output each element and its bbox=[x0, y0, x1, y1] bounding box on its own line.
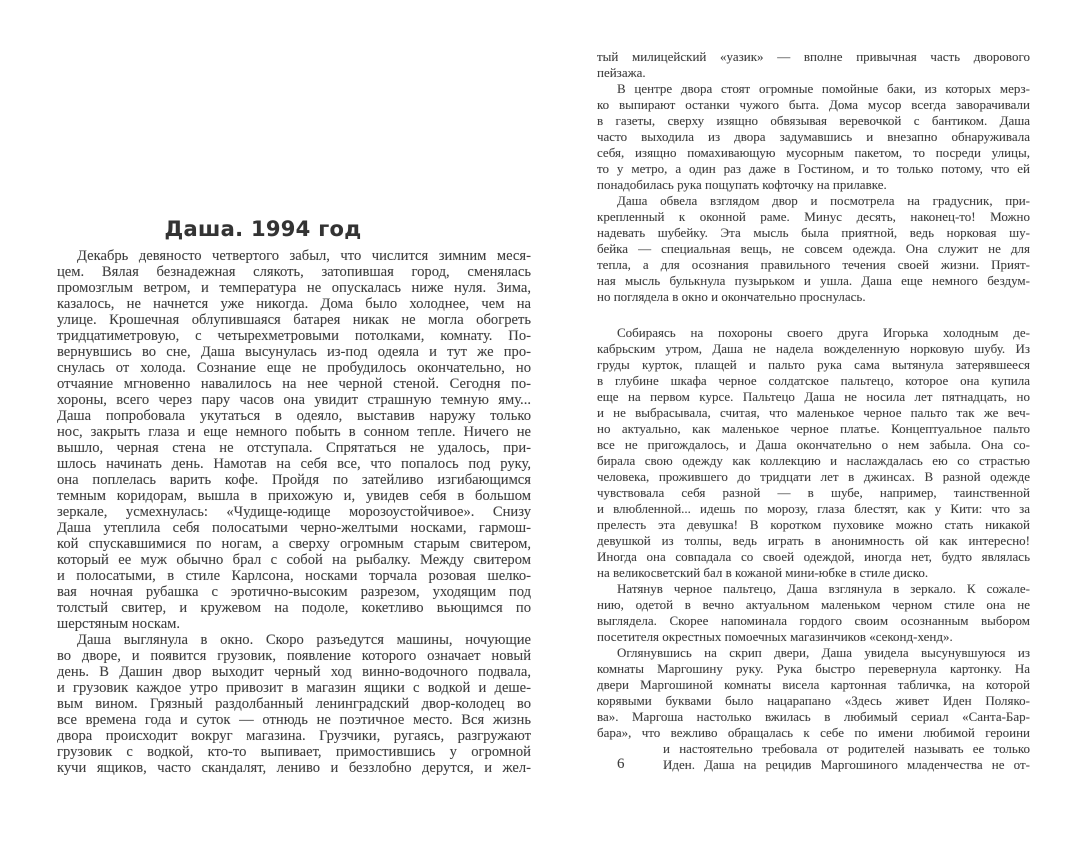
text-line: шерстяным носкам. bbox=[57, 616, 181, 632]
text-line: Оглянувшись на скрип двери, Даша увидела высунувшуюся из bbox=[617, 645, 1030, 660]
text-line: ва». Маргоша настолько вжилась в любимый сериал «Санта-Бар- bbox=[597, 709, 1030, 724]
text-line: Даша утеплила себя полосатыми черно-желтыми носками, гармош- bbox=[57, 520, 531, 536]
text-line: ко выпирают останки чужого быта. Дома мусор всегда заворачивали bbox=[597, 97, 1030, 112]
text-line: двора происходит вокруг магазина. Грузчики, ругаясь, разгружают bbox=[57, 728, 531, 744]
text-line: ная мысль булькнула пузырьком и ушла. Даша еще немного бездум- bbox=[597, 273, 1030, 288]
text-line: вым вином. Грязный раздолбанный ленинградский двор-колодец во bbox=[57, 696, 531, 712]
left-page-text bbox=[57, 216, 531, 776]
page-number: 6 bbox=[617, 756, 625, 772]
text-line: тепла, а для осознания правильного течения своей жизни. Прият- bbox=[597, 257, 1030, 272]
text-line: снулась от холода. Сознание еще не пробудилось окончательно, но bbox=[57, 360, 531, 376]
text-line: темным коридорам, вышла в прихожую и, увидев себя в большом bbox=[57, 488, 531, 504]
text-line: то у метро, а один раз даже в Гостином, и то только потому, что ей bbox=[597, 161, 1030, 176]
text-line: она поплелась варить кофе. Пройдя по затейливо изгибающимся bbox=[57, 472, 531, 488]
text-line: надевать шубейку. Эта мысль была приятной, ведь норковая шу- bbox=[597, 225, 1030, 240]
paragraph bbox=[597, 645, 1030, 773]
text-line: Иногда она совпадала со своей одеждой, иногда нет, будто являлась bbox=[597, 549, 1030, 564]
text-line: Даша попробовала укутаться в одеяло, выставив наружу только bbox=[57, 408, 531, 424]
left-page bbox=[57, 0, 531, 844]
chapter-title: Даша. 1994 год bbox=[164, 217, 362, 241]
text-line: цем. Вялая безнадежная слякоть, затопившая город, сменялась bbox=[57, 264, 531, 280]
paragraph bbox=[597, 581, 1030, 645]
text-line: корявыми буквами было нацарапано «Здесь живет Иден Поляко- bbox=[597, 693, 1030, 708]
right-page bbox=[597, 0, 1030, 844]
text-line: еще на первом курсе. Пальтецо Даша не носила лет пятнадцать, но bbox=[597, 389, 1030, 404]
text-line: вернувшись во сне, Даша высунулась из-под одеяла и тут же про- bbox=[57, 344, 531, 360]
text-line: посетителя окрестных помоечных магазинчиков «секонд-хенд». bbox=[597, 629, 953, 644]
text-line: нию, одетой в вечно актуальном маленьком черном стиле она не bbox=[597, 597, 1030, 612]
text-line: В центре двора стоят огромные помойные баки, из которых мерз- bbox=[617, 81, 1030, 96]
text-line: на великосветский бал в кожаной мини-юбке в стиле диско. bbox=[597, 565, 929, 580]
text-line: бара», что вежливо обращалась к себе по имени любимой героини bbox=[597, 725, 1030, 740]
text-line: отчаяние мгновенно навалилось на нее черной стеной. Сегодня по- bbox=[57, 376, 531, 392]
text-line: вышло, черная стена не отступала. Спрятаться не удалось, при- bbox=[57, 440, 531, 456]
text-line: кой спускавшимися по ногам, а сверху огромным старым свитером, bbox=[57, 536, 531, 552]
text-line: казалось, не начнется уже никогда. Дома было холоднее, чем на bbox=[57, 296, 531, 312]
text-line: кучи ящиков, часто скандалят, лениво и беззлобно дерутся, и жел- bbox=[57, 760, 531, 776]
paragraph bbox=[597, 81, 1030, 193]
text-line: грузовик с водкой, кто-то выпивает, примостившись у огромной bbox=[57, 744, 531, 760]
text-line: Собираясь на похороны своего друга Игорька холодным де- bbox=[617, 325, 1030, 340]
text-line: но поглядела в окно и окончательно проснулась. bbox=[597, 289, 866, 304]
text-line: бейка — специальная вещь, не совсем одежда. Она служит не для bbox=[597, 241, 1030, 256]
paragraph bbox=[597, 325, 1030, 581]
text-line: шлось начинать день. Намотав на себя все, что попалось под руку, bbox=[57, 456, 531, 472]
text-line: в глубине шкафа черное солдатское пальтецо, которое она купила bbox=[597, 373, 1030, 388]
text-line: нос, закрыть глаза и еще немного побыть в сонном тепле. Ничего не bbox=[57, 424, 531, 440]
text-line: и не выбрасывала, считая, что маленькое черное пальто так же веч- bbox=[597, 405, 1030, 420]
section-break bbox=[597, 305, 1030, 325]
paragraph bbox=[597, 193, 1030, 305]
text-line: себя, изящно помахивающую мусорным пакетом, то посреди улицы, bbox=[597, 145, 1030, 160]
text-line: груды курток, плащей и пальто рука сама вытянула затерявшееся bbox=[597, 357, 1030, 372]
text-line: девушкой из толпы, ведь играть в анонимность ой как интересно! bbox=[597, 533, 1030, 548]
text-line: но актуально, как маленькое черное платье. Концептуальное пальто bbox=[597, 421, 1030, 436]
text-line: Декабрь девяносто четвертого забыл, что числится зимним меся- bbox=[77, 248, 531, 264]
text-line: выглядела. Скорее напоминала гордого своим осознанным выбором bbox=[597, 613, 1030, 628]
paragraph bbox=[57, 248, 531, 632]
text-line: двери Маргошиной комнаты висела картонная табличка, на которой bbox=[597, 677, 1030, 692]
text-line: хороны, всего через пару часов она увидит страшную темную яму... bbox=[57, 392, 531, 408]
text-line: Иден. Даша на рецидив Маргошиного младенчества не от- bbox=[663, 757, 1030, 772]
text-line: день. В Дашин двор выходит черный ход винно-водочного подвала, bbox=[57, 664, 531, 680]
text-line: прелесть эта девушка! В коротком пуховике можно стать никакой bbox=[597, 517, 1030, 532]
text-line: пейзажа. bbox=[597, 65, 646, 80]
text-line: часто выходила из двора задумавшись и внезапно обнаруживала bbox=[597, 129, 1030, 144]
text-line: вая ночная рубашка с эротично-высоким разрезом, уходящим под bbox=[57, 584, 531, 600]
text-line: все времена года и суток — отнюдь не поэтичное место. Вся жизнь bbox=[57, 712, 531, 728]
text-line: бирала свою одежду как коллекцию и наслаждалась ею со страстью bbox=[597, 453, 1030, 468]
text-line: понадобилась рука пощупать кофточку на прилавке. bbox=[597, 177, 887, 192]
text-line: Даша обвела взглядом двор и посмотрела на градусник, при- bbox=[617, 193, 1030, 208]
text-line: зеркале, усмехнулась: «Чудище-юдище морозоустойчивое». Снизу bbox=[57, 504, 531, 520]
text-line: Натянув черное пальтецо, Даша взглянула в зеркало. К сожале- bbox=[617, 581, 1030, 596]
text-line: улице. Крошечная облупившаяся батарея никак не могла обогреть bbox=[57, 312, 531, 328]
text-line: в газеты, сверху изящно обвязывая веревочкой с бантиком. Даша bbox=[597, 113, 1030, 128]
text-line: который ее муж обычно брал с собой на рыбалку. Между свитером bbox=[57, 552, 531, 568]
text-line: и настоятельно требовала от родителей называть ее только bbox=[663, 741, 1030, 756]
text-line: кабрьским утром, Даша не надела вожделенную норковую шубу. Из bbox=[597, 341, 1030, 356]
text-line: все не пригождалось, и Даша окончательно о нем забыла. Она со- bbox=[597, 437, 1030, 452]
right-page-text bbox=[597, 0, 1030, 773]
text-line: крепленный к оконной раме. Минус десять, наконец-то! Можно bbox=[597, 209, 1030, 224]
text-line: промозглым ветром, и температура не опускалась ниже нуля. Зима, bbox=[57, 280, 531, 296]
text-line: тридцатиметровую, с четырехметровыми потолками, комнату. По- bbox=[57, 328, 531, 344]
text-line: Даша выглянула в окно. Скоро разъедутся машины, ночующие bbox=[77, 632, 531, 648]
text-line: человека, прожившего до тридцати лет в джинсах. В разной одежде bbox=[597, 469, 1030, 484]
text-line: комнаты Маргошину руку. Рука быстро перевернула картонку. На bbox=[597, 661, 1030, 676]
text-line: тый милицейский «уазик» — вполне привычная часть дворового bbox=[597, 49, 1030, 64]
paragraph bbox=[597, 49, 1030, 81]
text-line: и влюбленной... идешь по морозу, глаза блестят, как у Кити: что за bbox=[597, 501, 1030, 516]
paragraph bbox=[57, 632, 531, 776]
text-line: во дворе, и появится грузовик, появление которого означает новый bbox=[57, 648, 531, 664]
text-line: чувствовала себя разной — в шубе, например, таинственной bbox=[597, 485, 1030, 500]
text-line: и грузовик каждое утро привозит в магазин ящики с водкой и деше- bbox=[57, 680, 531, 696]
text-line: и полосатыми, в стиле Карлсона, носками торчала розовая шелко- bbox=[57, 568, 531, 584]
text-line: толстый свитер, и кружевом на подоле, кокетливо вьющимся по bbox=[57, 600, 531, 616]
